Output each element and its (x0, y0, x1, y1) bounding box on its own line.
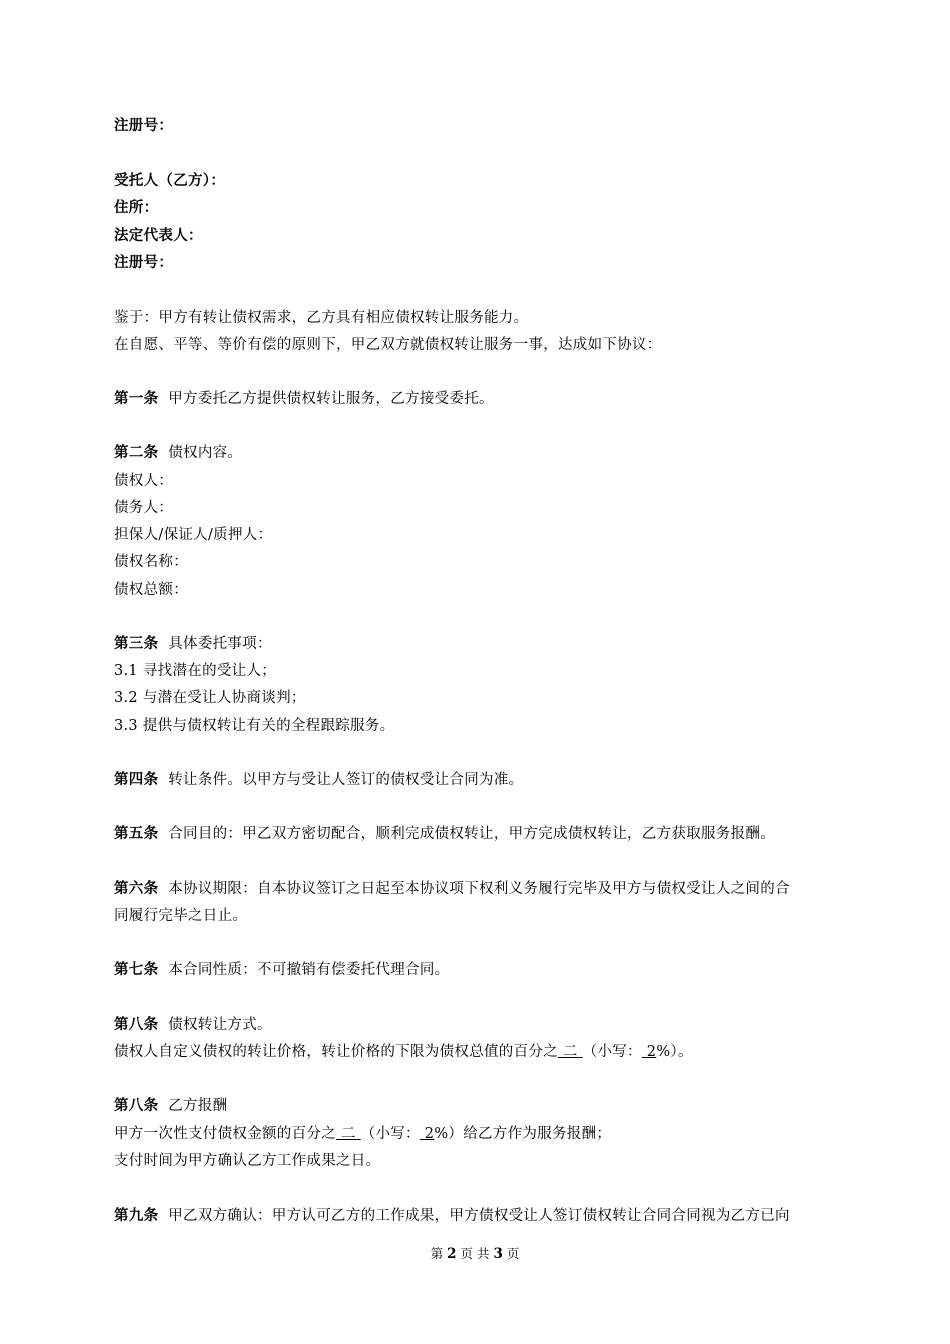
registration-number-label: 注册号： (114, 117, 174, 134)
article-1-heading: 第一条 (114, 390, 159, 407)
legal-representative-label: 法定代表人： (114, 227, 203, 244)
footer-middle: 页 共 (460, 1246, 490, 1261)
article-6 (114, 879, 790, 899)
article-8b-text-mid: （小写： (360, 1126, 420, 1142)
footer-prefix: 第 (430, 1246, 444, 1261)
registration-number-label-b: 注册号： (114, 254, 174, 271)
claim-total-field: 债权总额： (114, 582, 188, 598)
article-8-text: 债权转让方式。 (168, 1017, 272, 1033)
article-7-text: 本合同性质：不可撤销有偿委托代理合同。 (168, 962, 450, 978)
residence-label: 住所： (114, 199, 159, 216)
article-8-text-post: %）。 (656, 1044, 693, 1060)
article-9-text: 甲乙双方确认：甲方认可乙方的工作成果，甲方债权受让人签订债权转让合同合同视为乙方已向 (168, 1208, 790, 1224)
article-1-text: 甲方委托乙方提供债权转让服务，乙方接受委托。 (168, 391, 494, 407)
article-8b-percent-words: 二 (340, 1126, 356, 1142)
article-8b (114, 1096, 227, 1116)
article-8b-heading: 第八条 (114, 1097, 159, 1114)
article-3 (114, 634, 272, 654)
article-5-text: 合同目的：甲乙双方密切配合，顺利完成债权转让，甲方完成债权转让，乙方获取服务报酬。 (168, 826, 776, 842)
article-3-item-2: 3.2 与潜在受让人协商谈判； (114, 690, 306, 706)
article-8b-text-post: %）给乙方作为服务报酬； (434, 1126, 612, 1142)
article-2-text: 债权内容。 (168, 445, 243, 461)
article-3-text: 具体委托事项： (168, 636, 272, 652)
article-2-heading: 第二条 (114, 444, 159, 461)
debtor-field: 债务人： (114, 500, 174, 516)
footer-suffix: 页 (506, 1246, 520, 1261)
article-8 (114, 1015, 272, 1035)
article-4 (114, 770, 523, 790)
article-8-heading: 第八条 (114, 1016, 159, 1033)
article-6-text: 本协议期限：自本协议签订之日起至本协议项下权利义务履行完毕及甲方与债权受让人之间的合 (168, 881, 790, 897)
claim-name-field: 债权名称： (114, 554, 188, 570)
trustee-label: 受托人（乙方）： (114, 172, 226, 189)
creditor-field: 债权人： (114, 473, 174, 489)
article-8b-text-pre: 甲方一次性支付债权金额的百分之 (114, 1126, 336, 1142)
article-1 (114, 389, 494, 409)
article-6-heading: 第六条 (114, 880, 159, 897)
current-page-number: 2 (447, 1246, 457, 1262)
article-3-heading: 第三条 (114, 635, 159, 652)
article-8b-payment-time: 支付时间为甲方确认乙方工作成果之日。 (114, 1153, 381, 1169)
article-4-heading: 第四条 (114, 771, 159, 788)
article-8b-percent-number: 2 (424, 1126, 435, 1142)
article-9 (114, 1206, 790, 1226)
guarantor-field: 担保人/保证人/质押人： (114, 527, 273, 543)
article-7 (114, 960, 449, 980)
article-8-paragraph (114, 1042, 693, 1062)
page-footer (0, 1245, 950, 1263)
article-9-heading: 第九条 (114, 1207, 159, 1224)
total-page-number: 3 (493, 1246, 503, 1262)
preamble-line-2: 在自愿、平等、等价有偿的原则下，甲乙双方就债权转让服务一事，达成如下协议： (114, 337, 662, 353)
article-8-text-mid: （小写： (582, 1044, 642, 1060)
article-2 (114, 443, 242, 463)
article-8-percent-number: 2 (646, 1044, 657, 1060)
article-4-text: 转让条件。以甲方与受让人签订的债权受让合同为准。 (168, 772, 524, 788)
article-6-continuation: 同履行完毕之日止。 (114, 908, 248, 924)
article-7-heading: 第七条 (114, 961, 159, 978)
article-8-percent-words: 二 (562, 1044, 578, 1060)
article-3-item-3: 3.3 提供与债权转让有关的全程跟踪服务。 (114, 718, 395, 734)
article-5 (114, 824, 775, 844)
article-8-text-pre: 债权人自定义债权的转让价格，转让价格的下限为债权总值的百分之 (114, 1044, 558, 1060)
article-8b-paragraph (114, 1124, 611, 1144)
article-8b-text: 乙方报酬 (168, 1098, 228, 1114)
preamble-line-1: 鉴于：甲方有转让债权需求，乙方具有相应债权转让服务能力。 (114, 310, 529, 326)
article-5-heading: 第五条 (114, 825, 159, 842)
article-3-item-1: 3.1 寻找潜在的受让人； (114, 663, 277, 679)
